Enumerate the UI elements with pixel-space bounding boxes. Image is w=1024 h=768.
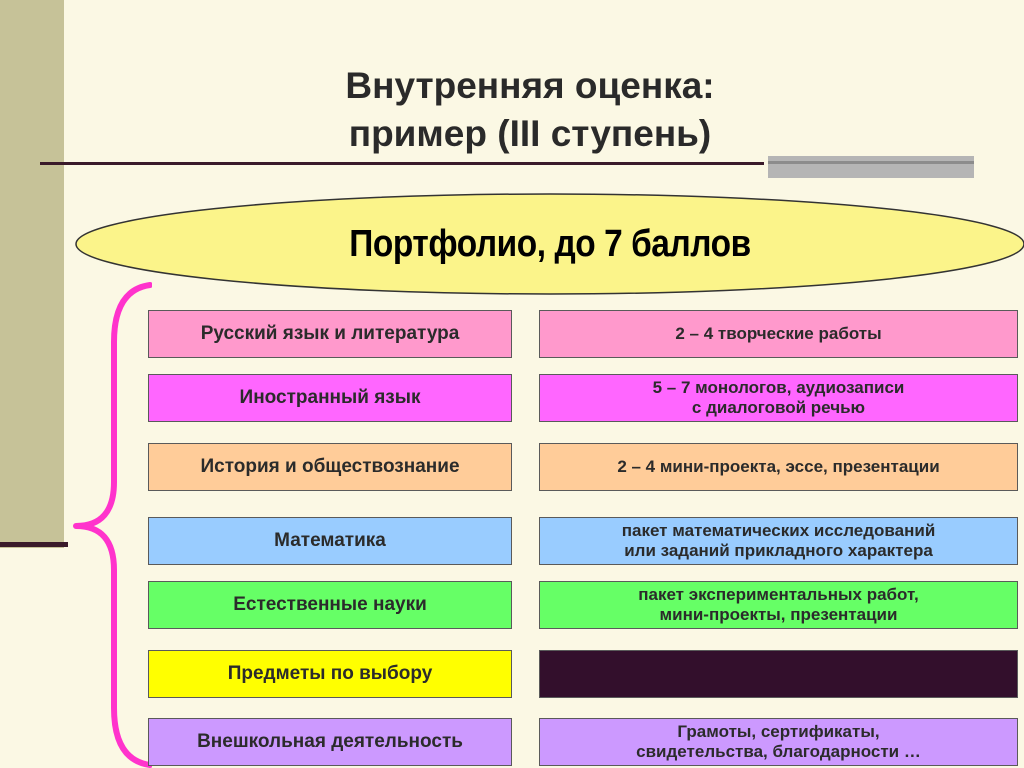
sidebar-divider bbox=[0, 542, 68, 547]
work-box-russian bbox=[539, 310, 1018, 358]
left-decorative-sidebar bbox=[0, 0, 64, 548]
work-box-extracurricular bbox=[539, 718, 1018, 766]
curly-brace-icon bbox=[68, 282, 152, 768]
portfolio-banner bbox=[74, 192, 1024, 296]
title-accent-bar bbox=[768, 156, 974, 178]
subject-box-russian bbox=[148, 310, 512, 358]
work-box-foreign-language bbox=[539, 374, 1018, 422]
work-box-math bbox=[539, 517, 1018, 565]
slide-title-line-1: Внутренняя оценка: bbox=[345, 65, 715, 106]
work-label: 5 – 7 монологов, аудиозаписи с диалоговой речью bbox=[652, 378, 905, 417]
work-box-history bbox=[539, 443, 1018, 491]
work-label: пакет экспериментальных работ, мини-проекты, презентации bbox=[638, 585, 919, 624]
subject-box-extracurricular bbox=[148, 718, 512, 766]
banner-label: Портфолио, до 7 баллов bbox=[349, 222, 751, 265]
subject-label: Русский язык и литература bbox=[200, 323, 460, 344]
title-underline bbox=[40, 162, 764, 165]
subject-box-history bbox=[148, 443, 512, 491]
subject-box-math bbox=[148, 517, 512, 565]
work-box-natural-sciences bbox=[539, 581, 1018, 629]
title-accent-line bbox=[768, 161, 974, 164]
subject-label: Внешкольная деятельность bbox=[197, 731, 463, 752]
subject-box-natural-sciences bbox=[148, 581, 512, 629]
subject-label: Естественные науки bbox=[233, 594, 427, 615]
subject-label: Математика bbox=[274, 530, 386, 551]
subject-box-foreign-language bbox=[148, 374, 512, 422]
work-label: 2 – 4 творческие работы bbox=[675, 324, 882, 343]
work-label: 2 – 4 мини-проекта, эссе, презентации bbox=[617, 457, 940, 476]
work-label: пакет математических исследований или заданий прикладного характера bbox=[621, 521, 936, 560]
slide-title bbox=[200, 62, 860, 158]
work-box-electives bbox=[539, 650, 1018, 698]
subject-label: Иностранный язык bbox=[239, 387, 421, 408]
work-label: Грамоты, сертификаты, свидетельства, благодарности … bbox=[636, 722, 921, 761]
subject-box-electives bbox=[148, 650, 512, 698]
subject-label: История и обществознание bbox=[200, 456, 460, 477]
slide-title-line-2: пример (III ступень) bbox=[348, 113, 712, 154]
subject-label: Предметы по выбору bbox=[227, 663, 433, 684]
